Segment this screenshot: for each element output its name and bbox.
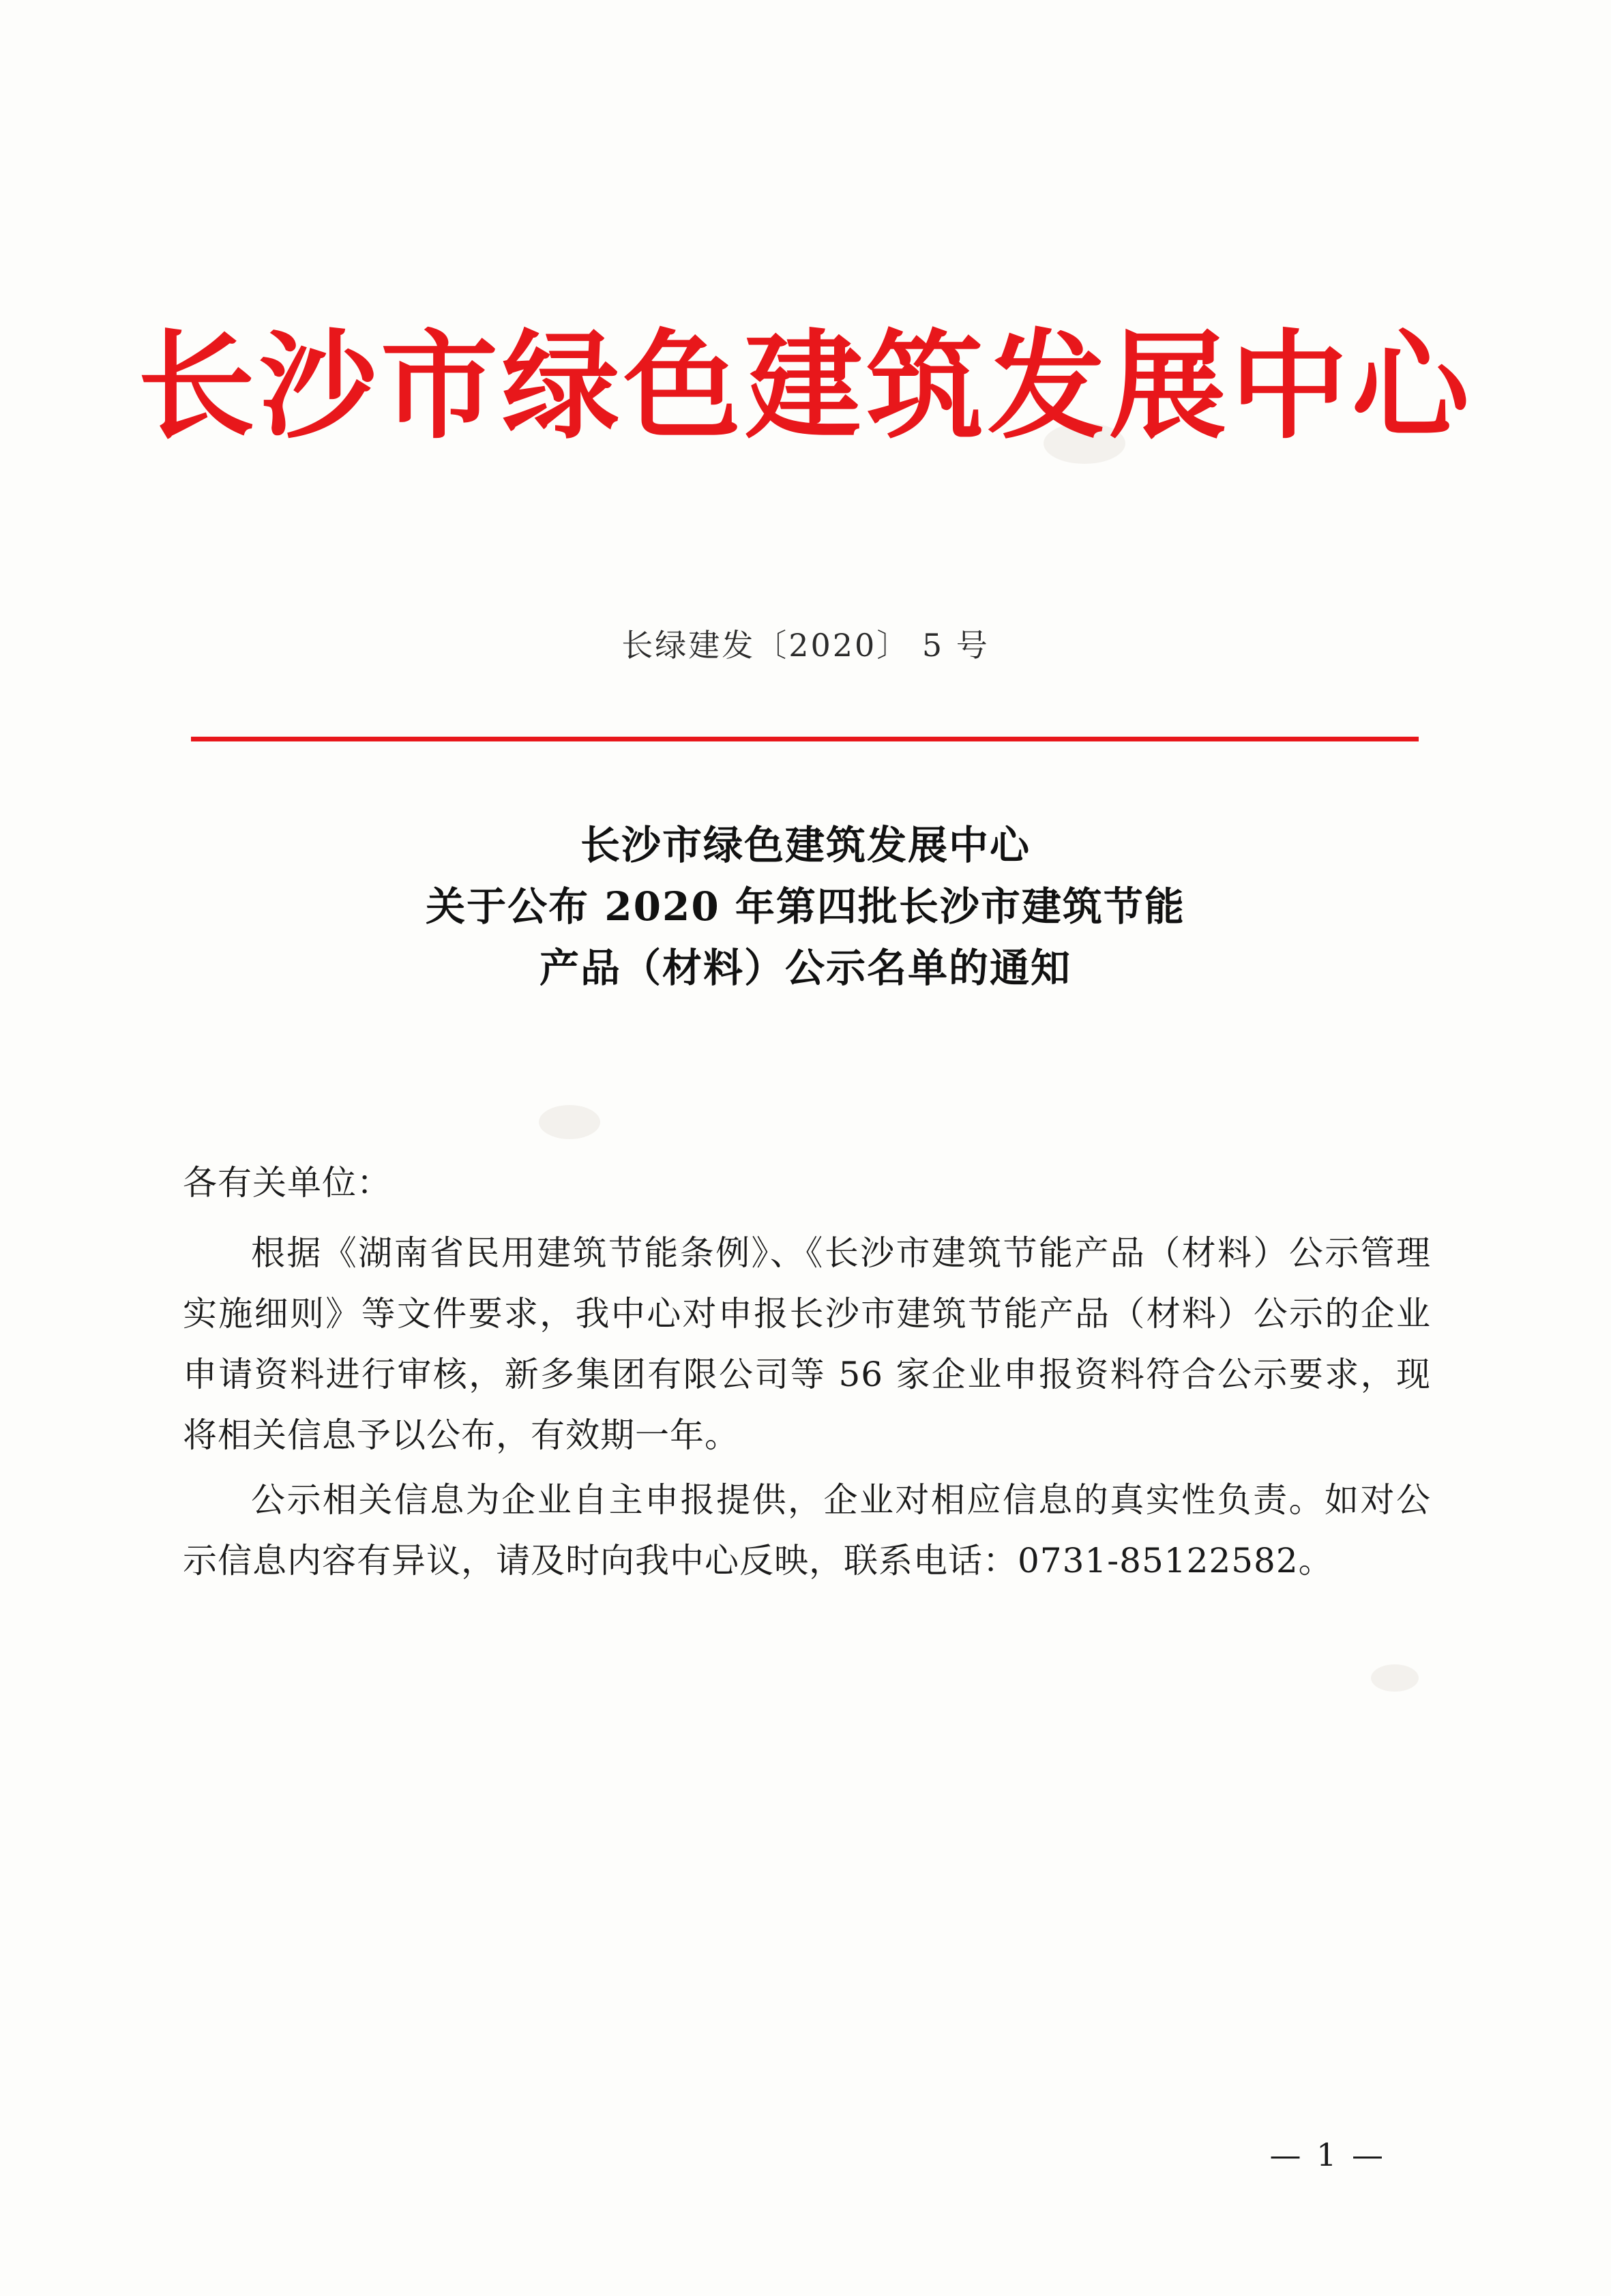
title-line-2: 关于公布 2020 年第四批长沙市建筑节能 [426, 883, 1185, 930]
document-title [0, 815, 1611, 999]
title-line-3: 产品（材料）公示名单的通知 [539, 944, 1071, 991]
body-paragraph-1: 根据《湖南省民用建筑节能条例》、《长沙市建筑节能产品（材料）公示管理实施细则》等文件要求，我中心对申报长沙市建筑节能产品（材料）公示的企业申请资料进行审核，新多集团有限公司等 56 家企业申报资料符合公示要求，现将相关信息予以公布，有效期一年。 [183, 1233, 1431, 1455]
salutation: 各有关单位： [183, 1163, 391, 1203]
letterhead-title: 长沙市绿色建筑发展中心 [138, 317, 1473, 455]
title-line-1: 长沙市绿色建筑发展中心 [580, 822, 1031, 868]
red-divider-rule [191, 737, 1419, 741]
paper-smudge [539, 1105, 600, 1139]
paper-smudge [1371, 1664, 1419, 1692]
document-body [183, 1153, 1431, 1595]
letterhead [0, 317, 1611, 455]
body-paragraph-2: 公示相关信息为企业自主申报提供，企业对相应信息的真实性负责。如对公示信息内容有异议，请及时向我中心反映，联系电话：0731-85122582。 [183, 1480, 1431, 1580]
page-number: — 1 — [1269, 2136, 1386, 2173]
document-number: 长绿建发〔2020〕 5 号 [621, 627, 990, 664]
